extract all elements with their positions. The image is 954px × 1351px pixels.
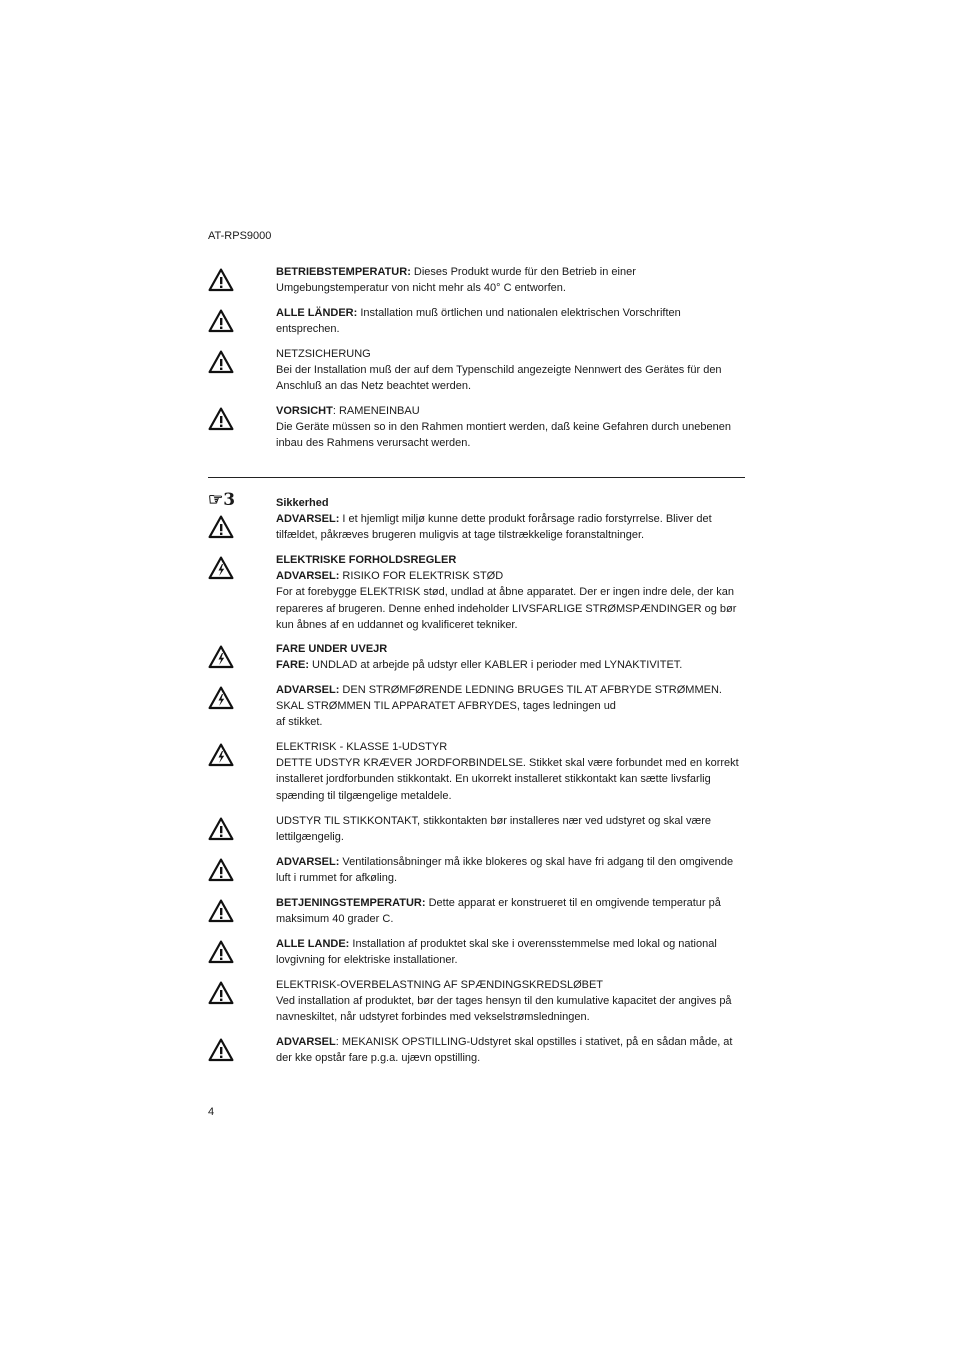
notice-lead: BETRIEBSTEMPERATUR: — [276, 266, 411, 278]
notice-text — [276, 977, 746, 1026]
notice-text — [276, 936, 746, 968]
warning-icon — [208, 268, 234, 292]
notice-lead: ADVARSEL: — [276, 856, 340, 868]
warning-icon — [208, 309, 234, 333]
notice-body: Dieses Produkt wurde für den Betrieb in einer Umgebungstemperatur von nicht mehr als 40° C entworfen. — [276, 266, 636, 295]
notice-body: Installation af produktet skal ske i overensstemmelse med lokal og national lovgivning for elektriske installationer. — [276, 938, 717, 967]
electric-warning-icon — [208, 686, 234, 710]
language-number: 3 — [223, 490, 236, 510]
pointing-hand-icon: ☞ — [208, 490, 224, 510]
notice-lead: ADVARSEL: — [276, 513, 340, 526]
notice-body: NETZSICHERUNG Bei der Installation muß der auf dem Typenschild angezeigte Nennwert des Gerätes für den Anschluß an das Netz beachtet werden. — [276, 348, 722, 393]
notice-text — [276, 1034, 746, 1066]
warning-icon — [208, 899, 234, 923]
notice-body: DEN STRØMFØRENDE LEDNING BRUGES TIL AT AFBRYDE STRØMMEN. SKAL STRØMMEN TIL APPARATET AFBRYDES, tages ledningen ud af stikket. — [276, 684, 722, 729]
notice-body: : RAMENEINBAU Die Geräte müssen so in den Rahmen montiert werden, daß keine Gefahren durch unebenen inbau des Rahmens verursacht werden. — [276, 405, 731, 450]
notice-text — [276, 813, 746, 845]
electric-warning-icon — [208, 743, 234, 767]
notice-lead: VORSICHT — [276, 405, 333, 417]
warning-icon — [208, 350, 234, 374]
electric-warning-icon — [208, 556, 234, 580]
notice-lead: BETJENINGSTEMPERATUR: — [276, 897, 426, 909]
warning-icon — [208, 515, 234, 539]
notice-text — [276, 264, 746, 296]
warning-icon — [208, 407, 234, 431]
notice-text — [276, 346, 746, 395]
notice-body: ELEKTRISK-OVERBELASTNING AF SPÆNDINGSKREDSLØBET Ved installation af produktet, bør der tages hensyn til den kumulative kapacitet der angives på navneskiltet, når udstyret forbindes med vekselstrømsledningen. — [276, 979, 732, 1024]
notice-lead: ALLE LANDE: — [276, 938, 350, 950]
notice-text — [276, 403, 746, 452]
notice-body: RISIKO FOR ELEKTRISK STØD For at forebygge ELEKTRISK stød, undlad at åbne apparatet. Der er ingen indre dele, der kan repareres af brugeren. Denne enhed indeholder LIVSFARLIGE STRØMSPÆNDINGER og bør kun åbnes af en uddannet og kvalificeret tekniker. — [276, 570, 737, 631]
document-model: AT-RPS9000 — [208, 230, 272, 242]
notice-body: Ventilationsåbninger må ikke blokeres og skal have fri adgang til den omgivende luft i rummet for afkøling. — [276, 856, 734, 885]
notice-heading: FARE UNDER UVEJR — [276, 643, 388, 655]
notice-body: UNDLAD at arbejde på udstyr eller KABLER i perioder med LYNAKTIVITET. — [309, 659, 683, 672]
notice-body: UDSTYR TIL STIKKONTAKT, stikkontakten bør installeres nær ved udstyret og skal være lettilgængelig. — [276, 815, 712, 844]
notice-lead: ADVARSEL — [276, 1036, 336, 1048]
notice-text — [276, 305, 746, 337]
notice-text — [276, 854, 746, 886]
notice-text — [276, 895, 746, 927]
notice-text — [276, 739, 746, 804]
notice-body: ELEKTRISK - KLASSE 1-UDSTYR DETTE UDSTYR KRÆVER JORDFORBINDELSE. Stikket skal være forbundet med en korrekt installeret jordforbunden stikkontakt. En ukorrekt installeret stikkontakt kan sætte livsfarlig spænding til tilgængelige metaldele. — [276, 741, 739, 802]
warning-icon — [208, 858, 234, 882]
notice-text — [276, 682, 746, 731]
section-divider — [208, 477, 745, 478]
warning-icon — [208, 981, 234, 1005]
notice-lead: ALLE LÄNDER: — [276, 307, 358, 319]
notice-heading: ELEKTRISKE FORHOLDSREGLER — [276, 554, 457, 566]
notice-heading: Sikkerhed — [276, 497, 329, 509]
electric-warning-icon — [208, 645, 234, 669]
notice-text — [276, 495, 746, 544]
notice-body: Installation muß örtlichen und nationalen elektrischen Vorschriften entsprechen. — [276, 307, 681, 336]
page-number: 4 — [208, 1106, 215, 1118]
warning-icon — [208, 817, 234, 841]
notice-body: Dette apparat er konstrueret til en omgivende temperatur på maksimum 40 grader C. — [276, 897, 721, 926]
notice-lead: FARE: — [276, 659, 309, 672]
notice-body: I et hjemligt miljø kunne dette produkt forårsage radio forstyrrelse. Bliver det tilfældet, påkræves brugeren muligvis at tage tilstrækkelige foranstaltninger. — [276, 513, 712, 542]
notice-text — [276, 641, 746, 673]
warning-icon — [208, 940, 234, 964]
language-marker — [208, 490, 235, 510]
notice-text — [276, 552, 746, 633]
notice-lead: ADVARSEL: — [276, 570, 340, 583]
notice-body: : MEKANISK OPSTILLING-Udstyret skal opstilles i stativet, på en sådan måde, at der kke opstår fare p.g.a. ujævn opstilling. — [276, 1036, 733, 1065]
notice-lead: ADVARSEL: — [276, 684, 340, 696]
warning-icon — [208, 1038, 234, 1062]
